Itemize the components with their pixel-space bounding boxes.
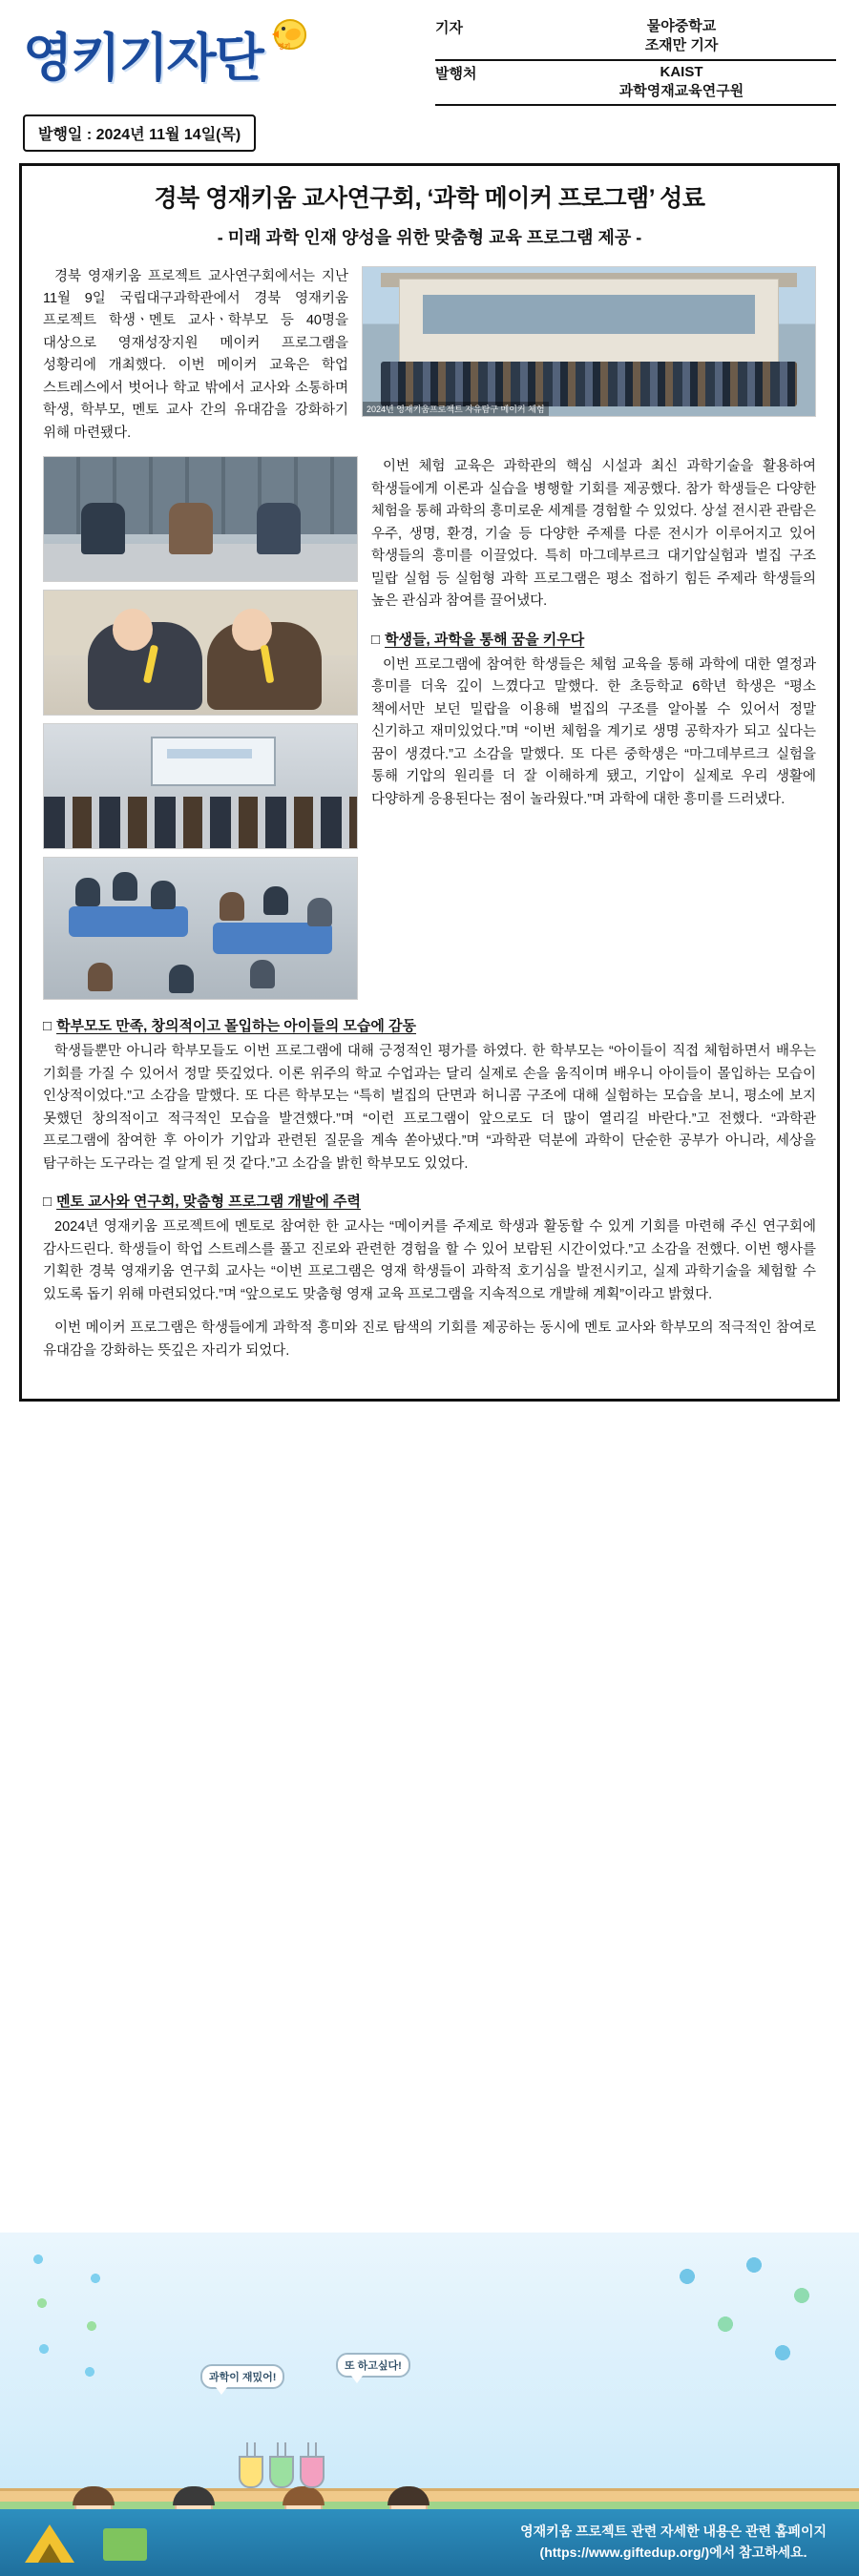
- dna-helix-icon: [29, 2250, 115, 2421]
- masthead-info-value: 물야중학교: [646, 18, 717, 34]
- photo-lecture-screen: [43, 723, 358, 849]
- masthead: [0, 0, 859, 114]
- section-paragraph: 이번 프로그램에 참여한 학생들은 체험 교육을 통해 과학에 대한 열정과 흥미를 더욱 깊이 느꼈다고 말했다. 한 초등학교 6학년 학생은 “평소 책에서만 보던 밀랍을 이용해 벌집의 구조를 알아볼 수 있어서 정말 신기하고 재미있었다.”며 “이번 체험을 계기로 생명 공학자가 되고 싶다는 꿈이 생겼다.”고 소감을 말했다. 또 다른 중학생은 “마그데부르크 실험을 통해 기압의 원리를 더 잘 이해하게 됐고, 기압이 실제로 우리 생활에 다양하게 응용된다는 점이 놀라웠다.”며 과학에 대한 흥미를 드러냈다.: [371, 656, 816, 807]
- lead-text: [43, 266, 348, 457]
- masthead-info-row: [435, 61, 836, 107]
- section-paragraph: 2024년 영재키움 프로젝트에 멘토로 참여한 한 교사는 “메이커를 주제로 학생과 활동할 수 있게 기회를 마련해 주신 연구회에 감사드린다. 학생들이 학업 스트레스를 풀고 진로와 관련한 경험을 할 수 있어 보람된 시간이었다.”고 소감을 전했다. 이번 행사를 기획한 경북 영재키움 연구회 교사는 “이번 프로그램은 영재 학생들이 과학적 호기심을 발전시키고, 실제 과학기술을 체험할 수 있도록 돕기 위해 마련되었다.”며 “앞으로도 맞춤형 영재 교육 프로그램을 지속적으로 개발해 계획”이라고 밝혔다.: [43, 1219, 816, 1302]
- article-subheadline: - 미래 과학 인재 양성을 위한 맞춤형 교육 프로그램 제공 -: [217, 227, 642, 247]
- masthead-info-label: 기자: [435, 20, 463, 36]
- footer-notice-text: [520, 2522, 827, 2563]
- masthead-info-value: 조재만 기자: [644, 37, 719, 54]
- brand-logo: [23, 10, 291, 91]
- masthead-info-table: [435, 10, 836, 106]
- photo-students-rods: [43, 590, 358, 716]
- molecule-icon: [668, 2257, 821, 2372]
- brand-title-part2: 기자단: [118, 30, 262, 87]
- photo-caption: 2024년 영재키움프로젝트 자유탐구 메이커 체험: [363, 402, 549, 416]
- publish-date: 발행일 : 2024년 11월 14일(목): [23, 114, 256, 152]
- section-paragraph: 학생들뿐만 아니라 학부모들도 이번 프로그램에 대해 긍정적인 평가를 하였다. 한 학부모는 “아이들이 직접 체험하면서 배우는 기회를 가질 수 있어서 정말 뜻깊었다. 이론 위주의 학교 수업과는 달리 실제로 손을 움직이며 배우니 아이들이 몰입하는 모습이 인상적이었다.”고 소감을 말했다. 또 다른 학부모는 “특히 벌집의 단면과 허니콤 구조에 대해 실험하는 모습을 보니, 평소에 보지 못했던 창의적이고 적극적인 모습을 발견했다.”며 “이런 프로그램이 앞으로도 더 많이 열리길 바란다.”고 전했다. “과학관 프로그램에 참여한 후 아이가 기압과 관련된 질문을 계속 쏟아냈다.”며 “과학관 덕분에 과학이 단순한 공부가 아니라, 세상을 탐구하는 도구라는 걸 알게 된 것 같다.”고 소감을 밝힌 학부모도 있었다.: [43, 1044, 816, 1172]
- footer-illustration: [0, 2233, 859, 2576]
- masthead-info-value: KAIST: [660, 63, 703, 80]
- footer-notice-bar: [0, 2509, 859, 2576]
- pencil-tip-icon: [38, 2544, 61, 2563]
- speech-bubble-1: 과학이 재밌어!: [200, 2364, 284, 2389]
- experience-paragraph: 이번 체험 교육은 과학관의 핵심 시설과 최신 과학기술을 활용하여 학생들에게 이론과 실습을 병행할 기회를 제공했다. 참가 학생들은 다양한 체험을 통해 과학의 흥미로운 세계를 경험할 수 있었다. 상설 전시관 관람은 우주, 생명, 환경, 기술 등 다양한 주제를 다룬 전시가 이루어지고 있어 학생들의 흥미를 이끌었다. 특히 마그데부르크 대기압실험과 벌집 구조 밀랍 실험 등 실험형 과학 프로그램은 평소 접하기 힘든 주제라 학생들의 높은 관심과 참여를 끌어냈다.: [371, 459, 816, 610]
- speech-bubble-2: 또 하고싶다!: [336, 2353, 410, 2378]
- section-heading-parents: □ 학부모도 만족, 창의적이고 몰입하는 아이들의 모습에 감동: [43, 1015, 816, 1035]
- photo-lockers: [43, 456, 358, 582]
- footer-notice-line1: 영재키움 프로젝트 관련 자세한 내용은 관련 홈페이지: [520, 2524, 827, 2540]
- section-heading-students: □ 학생들, 과학을 통해 꿈을 키우다: [371, 629, 816, 649]
- article-card: [19, 163, 840, 1402]
- chick-mascot-label: 영키: [277, 44, 291, 51]
- photo-column: [43, 456, 358, 1000]
- footer-notice-line2: (https://www.giftedup.org/)에서 참고하세요.: [539, 2545, 807, 2560]
- masthead-info-value: 과학영재교육연구원: [618, 82, 744, 99]
- brand-title-part1: 영키: [23, 30, 119, 87]
- masthead-info-values: [527, 63, 836, 102]
- book-icon: [103, 2528, 147, 2561]
- photo-group-activity: [43, 857, 358, 1000]
- article-headline: 경북 영재키움 교사연구회, ‘과학 메이커 프로그램’ 성료: [154, 185, 705, 212]
- masthead-info-label: 발행처: [435, 65, 477, 82]
- lead-block: [43, 266, 816, 457]
- chick-mascot-icon: [268, 13, 312, 57]
- photos-and-body-block: [43, 456, 816, 1000]
- masthead-info-row: [435, 15, 836, 61]
- photo-group-museum: [362, 266, 816, 417]
- section-heading-mentors: □ 멘토 교사와 연구회, 맞춤형 프로그램 개발에 주력: [43, 1191, 816, 1211]
- masthead-info-values: [527, 17, 836, 56]
- body-column: [371, 456, 816, 822]
- brand-title: [23, 17, 262, 91]
- closing-paragraph: 이번 메이커 프로그램은 학생들에게 과학적 흥미와 진로 탐색의 기회를 제공하는 동시에 멘토 교사와 학부모의 적극적인 참여로 유대감을 강화하는 뜻깊은 자리가 되었다.: [43, 1320, 816, 1359]
- lead-paragraph: 경북 영재키움 프로젝트 교사연구회에서는 지난 11월 9일 국립대구과학관에서 경북 영재키움 프로젝트 학생ㆍ멘토 교사ㆍ학부모 등 40명을 대상으로 영재성장지원 메이커 프로그램을 성황리에 개최했다. 이번 메이커 교육은 학업 스트레스에서 벗어나 학교 밖에서 교사와 소통하며 학생, 학부모, 멘토 교사 간의 유대감을 강화하기 위해 마련됐다.: [43, 268, 348, 441]
